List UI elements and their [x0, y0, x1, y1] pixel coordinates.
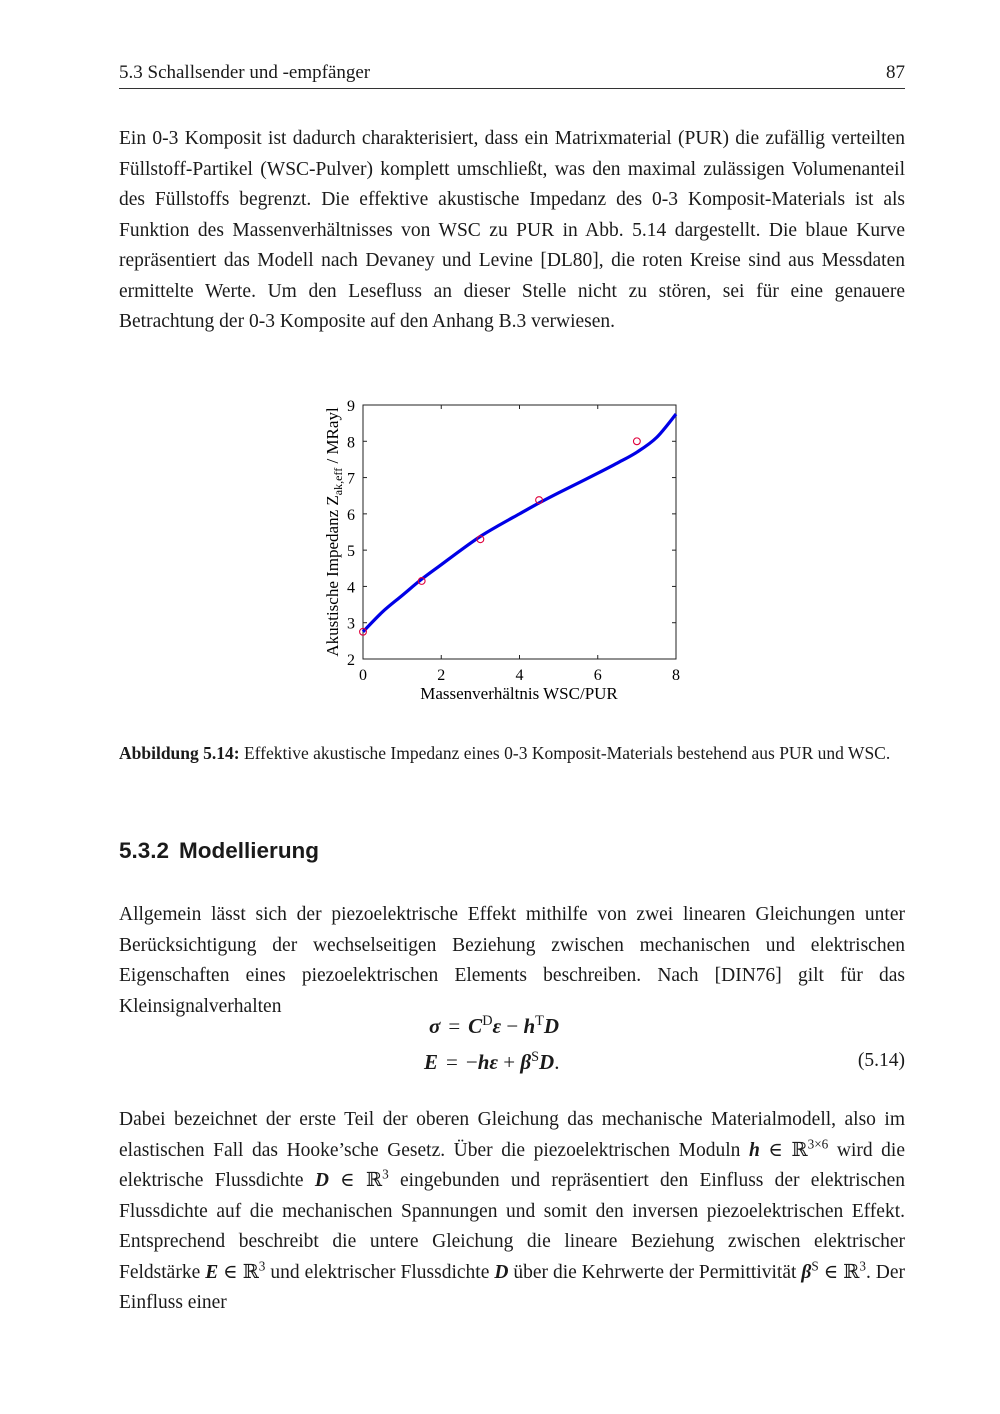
paragraph-equation-explanation: Dabei bezeichnet der erste Teil der oberen Gleichung das mechanische Materialmodell, also im elastischen Fall das Hooke’sche Gesetz. Über die piezoelektrischen Moduln h ∈ ℝ$^{3\times 6}$ wird die elektrische Flussdichte D ∈ ℝ$^3$ eingebunden und repräsentiert den Einfluss der elektrischen Flussdichte auf die mechanischen Spannungen und somit den inversen piezoelektrischen Effekt. Entsprechend beschreibt die untere Gleichung die lineare Beziehung zwischen elektrischer Feldstärke E ∈ ℝ$^3$ und elektrischer Flussdichte D über die Kehrwerte der Permittivität $\beta^S$ ∈ ℝ$^3$. Der Einfluss einer — [119, 1109, 906, 1313]
x-tick-label: 4 — [515, 667, 524, 684]
y-axis-label-main: Akustische Impedanz Z — [323, 495, 342, 657]
caption-text: Effektive akustische Impedanz eines 0-3 Komposit-Materials bestehend aus PUR und WSC. — [239, 743, 891, 763]
x-tick-label: 0 — [359, 667, 367, 684]
y-tick-label: 2 — [347, 652, 355, 669]
x-tick-label: 6 — [593, 667, 602, 684]
x-tick-label: 2 — [437, 667, 446, 684]
measurement-point — [633, 438, 640, 445]
y-axis-label — [323, 407, 345, 657]
y-tick-label: 7 — [347, 470, 355, 488]
section-title: Modellierung — [179, 838, 320, 863]
impedance-chart — [300, 385, 720, 715]
paragraph-3-text-1: Dabei bezeichnet der erste Teil der oberen Gleichung das mechanische Materialmodell, also im elastischen Fall das Hooke’sche Gesetz. Über die piezoelektrischen Moduln — [119, 1109, 905, 1161]
y-tick-label: 8 — [347, 434, 355, 452]
figure-impedance-chart — [300, 385, 720, 715]
paragraph-composite-intro: Ein 0-3 Komposit ist dadurch charakterisiert, dass ein Matrixmaterial (PUR) die zufällig verteilten Füllstoff-Partikel (WSC-Pulver) komplett umschließt, was den maximal zulässigen Volumenanteil des Füllstoffs begrenzt. Die effektive akustische Impedanz des 0-3 Komposit-Materials ist als Funktion des Massenverhältnisses von WSC zu PUR in Abb. 5.14 dargestellt. Die blaue Kurve repräsentiert das Modell nach Devaney und Levine [DL80], die roten Kreise sind aus Messdaten ermittelte Werte. Um den Lesefluss an dieser Stelle nicht zu stören, sei für eine genauere Betrachtung der 0-3 Komposite auf den Anhang B.3 verwiesen. — [119, 128, 905, 332]
x-axis-label: Massenverhältnis WSC/PUR — [420, 684, 618, 703]
series-model-line — [363, 414, 676, 632]
y-axis-label-unit: / MRayl — [323, 407, 342, 468]
paragraph-3-text-4: und elektrischer Flussdichte — [265, 1261, 495, 1283]
paragraph-piezo-equations-intro: Allgemein lässt sich der piezoelektrische Effekt mithilfe von zwei linearen Gleichungen unter Berücksichtigung der wechselseitigen Beziehung zwischen mechanischen und elektrischen Eigenschaften eines piezoelektrischen Elements beschreiben. Nach [DIN76] gilt für das Kleinsignalverhalten — [119, 904, 905, 1017]
caption-label: Abbildung 5.14: — [119, 743, 240, 763]
paragraph-3-text-3: eingebunden und repräsentiert den Einfluss der elektrischen Flussdichte auf die mechanischen Spannungen und somit den inversen piezoelektrischen Effekt. Entsprechend beschreibt die untere Gleichung die lineare Beziehung zwischen elektrischer Feldstärke — [119, 1170, 905, 1283]
equation-line-2 — [119, 1050, 905, 1084]
y-tick-label: 4 — [347, 579, 355, 597]
paragraph-3-text-2: wird die elektrische Flussdichte — [119, 1139, 906, 1191]
equation-field: $E = -h\varepsilon + \beta^SD$. — [424, 1049, 560, 1074]
plot-area-frame — [363, 405, 676, 659]
figure-caption — [119, 741, 905, 765]
y-tick-label: 6 — [347, 506, 355, 524]
paragraph-3-text-6: . Der Einfluss einer — [119, 1261, 906, 1313]
running-header — [119, 60, 905, 89]
header-page-number: 87 — [886, 62, 905, 83]
section-number: 5.3.2 — [119, 838, 170, 863]
paragraph-3-text-5: über die Kehrwerte der Permittivität — [508, 1261, 802, 1283]
equation-line-1 — [119, 1014, 905, 1048]
equation-number: (5.14) — [857, 1050, 905, 1071]
equation-stress: $\sigma = C^D\varepsilon - h^TD$ — [429, 1013, 560, 1038]
section-heading — [119, 838, 319, 864]
header-section-title: 5.3 Schallsender und -empfänger — [119, 62, 371, 83]
y-tick-label: 3 — [347, 615, 355, 633]
y-axis-label-sub: ak,eff — [331, 467, 345, 496]
y-tick-label: 5 — [347, 543, 355, 561]
y-tick-label: 9 — [347, 398, 355, 415]
x-tick-label: 8 — [672, 667, 680, 684]
